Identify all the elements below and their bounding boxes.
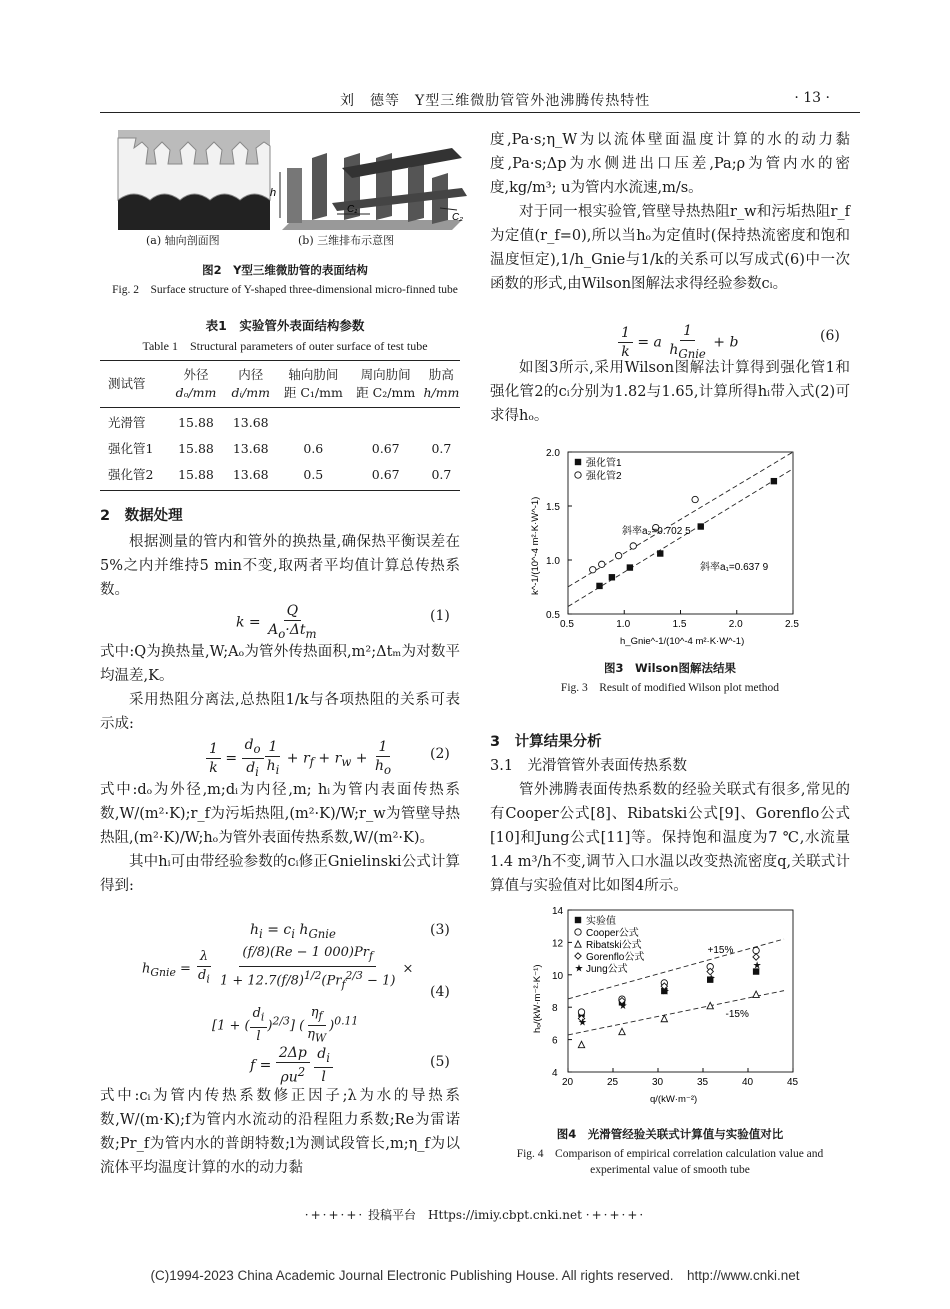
para-eq-symbols: 式中:cᵢ为管内传热系数修正因子;λ为水的导热系数,W/(m·K);f为管内水流动的沿程阻力系数;Re为雷诺数;Pr_f为管内水的普朗特数;l为测试段管长,m;η_f为以流体平均温度计算的水的动力黏 [100,1088,460,1176]
fig4-caption-en-2: experimental value of smooth tube [590,1164,750,1176]
figure-2 [112,128,472,268]
legend-label: 强化管1 [586,458,622,469]
copyright-notice: (C)1994-2023 China Academic Journal Electronic Publishing House. All rights reserved. http://www.cnki.net [150,1268,800,1283]
fig2-label-c2: C₂ [452,212,464,223]
x-tick-label: 1.0 [616,619,631,630]
th-circ-pitch: 周向肋间 距 C₂/mm [356,367,416,400]
x-tick-label: 45 [787,1077,799,1088]
eq2-number: (2) [430,746,450,762]
table-cell: 0.7 [431,467,452,482]
table-cell: 0.67 [371,441,400,456]
y-tick-label: 8 [552,1003,558,1015]
x-tick-label: 0.5 [560,619,574,630]
table-1 [100,360,460,491]
x-tick-label: 20 [562,1077,574,1088]
y-tick-label: 6 [552,1035,558,1047]
y-tick-label: 12 [552,938,564,950]
fig2-sub-b: (b) 三维排布示意图 [298,234,395,247]
right-column-text-2 [490,356,850,428]
table-cell: 13.68 [232,467,269,482]
data-point [578,1041,584,1047]
fig2-sub-a: (a) 轴向剖面图 [146,234,220,247]
y-tick-label: 1.0 [546,556,560,567]
figure-3-chart [510,432,810,652]
y-axis-label: hₒ/(kW·m⁻²·K⁻¹) [532,964,543,1033]
table-cell [349,410,423,436]
para-eq1-symbols: 式中:Q为换热量,W;Aₒ为管外传热面积,m²;Δtₘ为对数平均温差,K。 [100,644,460,684]
legend-marker [575,459,581,465]
table-cell: 光滑管 [108,415,146,430]
table-cell: 0.5 [303,467,324,482]
equation-2: $\frac{1}{k}$ = $\frac{d_o}{d_i}$ $\frac{1}{h_i}$ + $r_f + r_w$ + $\frac{1}{h_o}$ [206,736,394,781]
data-point: ★ [752,960,762,972]
fig4-caption-cn: 图4 光滑管经验关联式计算值与实验值对比 [556,1127,784,1141]
para-eq-symbols-cont: 度,Pa·s;η_W为以流体壁面温度计算的水的动力黏度,Pa·s;Δp为水侧进出口压差,Pa;ρ为管内水的密度,kg/m³; u为管内水流速,m/s。 [490,132,850,196]
section-3-heading: 3 计算结果分析 [490,734,602,750]
section-3-1-heading: 3.1 光滑管管外表面传热系数 [490,758,688,774]
legend-marker: ★ [574,963,584,975]
para-resistance: 采用热阻分离法,总热阻1/k与各项热阻的关系可表示成: [100,692,460,732]
table1-header [100,361,460,407]
data-point [771,478,777,484]
legend-label: Cooper公式 [586,928,639,939]
th-outer-diameter: 外径 dₒ/mm [175,367,217,400]
table-cell [278,410,348,436]
x-tick-label: 1.5 [672,619,687,630]
legend-marker [575,953,581,959]
fig2-label-c1: C₁ [347,204,358,215]
eq6-number: (6) [820,328,840,344]
data-point [627,564,633,570]
table-cell: 0.7 [431,441,452,456]
equation-3: $h_i = c_i$ $h_{Gnie}$ [250,922,336,941]
footer-ornament-right: ·+·+·+· [585,1208,646,1222]
data-point [657,550,663,556]
th-inner-diameter: 内径 dᵢ/mm [231,367,270,400]
x-tick-label: 2.5 [785,619,799,630]
header-title: 刘 德等 Y型三维微肋管管外池沸腾传热特性 [340,93,651,109]
th-fin-height: 肋高 h/mm [423,367,460,400]
y-tick-label: 4 [552,1068,558,1079]
equation-1: k = $\frac{Q}{A_o\cdot\Delta t_m}$ [236,603,317,641]
data-point: ★ [618,1001,628,1013]
fig2-label-h: h [270,187,277,199]
band-label: +15% [707,944,734,956]
x-axis-label: q/(kW·m⁻²) [650,1094,698,1105]
slope-annotation-1: 斜率a₁=0.637 9 [700,562,769,573]
equation-5: f = $\frac{2\Delta p}{\rho u^2}$ $\frac{d_i}{l}$ [250,1044,333,1087]
data-point [596,583,602,589]
eq1-number: (1) [430,608,450,624]
figure-4-chart [510,900,810,1120]
data-point [661,1015,667,1021]
y-tick-label: 0.5 [546,610,560,621]
slope-annotation-2: 斜率a₂=0.702 5 [622,526,691,537]
right-column-text-3 [490,730,850,898]
y-tick-label: 1.5 [546,502,560,513]
data-point [692,496,698,502]
eq5-number: (5) [430,1054,450,1070]
table1-caption-cn: 表1 实验管外表面结构参数 [205,318,365,333]
running-header [100,88,860,113]
legend-marker [575,941,581,947]
legend-label: Ribatski公式 [586,940,642,951]
table-cell: 15.88 [178,467,214,482]
para-wilson: 对于同一根实验管,管壁导热热阻r_w和污垢热阻r_f为定值(r_f=0),所以当hₒ为定值时(保持热流密度和饱和温度恒定),1/h_Gnie与1/k的关系可以写成式(6)中一次函数的形式,由Wilson图解法求得经验参数cᵢ。 [490,204,850,292]
data-point [578,1009,584,1015]
th-test-tube: 测试管 [108,376,146,391]
fig2-caption-en: Fig. 2 Surface structure of Y-shaped three-dimensional micro-finned tube [112,284,458,296]
data-point [753,954,759,960]
data-point [590,567,596,573]
y-axis-label: k^-1/(10^-4 m²·K·W^-1) [530,496,541,595]
legend-label: 实验值 [586,916,616,927]
table1-body [100,408,460,490]
y-tick-label: 14 [552,906,564,917]
x-tick-label: 25 [607,1077,619,1088]
data-point [615,552,621,558]
fig3-caption-cn: 图3 Wilson图解法结果 [603,661,736,675]
page-number: · 13 · [794,90,830,106]
y-tick-label: 10 [552,970,564,982]
eq3-number: (3) [430,922,450,938]
data-point: ★ [660,986,670,998]
legend-marker [575,929,581,935]
para-eq2-symbols: 式中:dₒ为外径,m;dᵢ为内径,m; hᵢ为管内表面传热系数,W/(m²·K);r_f为污垢热阻,(m²·K)/W;r_w为管壁导热热阻,(m²·K)/W;hₒ为管外表面传热系数,W/(m²·K)。 [100,782,460,846]
equation-6: $\frac{1}{k}$ = a $\frac{1}{h_{Gnie}}$ + b [618,322,738,363]
data-point [630,543,636,549]
table-cell: 15.88 [178,415,214,430]
table-row [100,436,460,462]
eq4-number: (4) [430,984,450,1000]
table-cell: 0.6 [303,441,324,456]
data-point [619,1028,625,1034]
para-wilson-result: 如图3所示,采用Wilson图解法计算得到强化管1和强化管2的cᵢ分别为1.82与1.65,计算所得hᵢ带入式(2)可求得hₒ。 [490,360,850,424]
data-point [599,561,605,567]
para-correlations: 管外沸腾表面传热系数的经验关联式有很多,常见的有Cooper公式[8]、Ribatski公式[9]、Gorenflo公式[10]和Jung公式[11]等。保持饱和温度为7 ℃,水流量1.4 m³/h不变,调节入口水温以改变热流密度q,关联式计算值与实验值对比如图4所示。 [490,782,850,894]
table-row [100,410,460,436]
para-total-htc: 根据测量的管内和管外的换热量,确保热平衡误差在5%之内并维持5 min不变,取两者平均值计算总传热系数。 [100,534,460,598]
footer-submission-link[interactable]: 投稿平台 Https://imiy.cbpt.cnki.net [368,1208,582,1222]
th-axial-pitch: 轴向肋间 距 C₁/mm [283,367,343,400]
table-cell: 13.68 [232,441,269,456]
x-tick-label: 35 [697,1077,709,1088]
data-point: ★ [578,1017,587,1029]
section-2-heading: 2 数据处理 [100,508,183,524]
legend-label: 强化管2 [586,471,622,482]
table-cell: 13.68 [232,415,269,430]
left-column-text [100,504,460,602]
table1-caption-en: Table 1 Structural parameters of outer surface of test tube [142,339,428,353]
table-cell [423,410,460,436]
table-row [100,462,460,488]
table-cell: 强化管1 [108,441,154,456]
table-cell: 15.88 [178,441,214,456]
fig2-caption-cn: 图2 Y型三维微肋管的表面结构 [202,263,368,277]
data-point: ★ [706,973,716,985]
fig2b-3d-fins [280,148,467,230]
submission-footer [0,1206,950,1223]
left-column-text-2 [100,640,460,736]
band-line [568,991,784,1035]
legend-marker [575,472,581,478]
para-gnielinski: 其中hᵢ可由带经验参数的cᵢ修正Gnielinski公式计算得到: [100,854,460,894]
fig4-caption-en-1: Fig. 4 Comparison of empirical correlation calculation value and [516,1148,824,1160]
x-tick-label: 40 [742,1077,754,1088]
legend-label: Gorenflo公式 [586,952,645,963]
data-point [753,991,759,997]
band-label: -15% [725,1009,749,1021]
x-tick-label: 30 [652,1077,664,1088]
left-column-text-4 [100,1084,460,1180]
legend-marker [575,917,581,923]
equation-4: $h_{Gnie}$ = $\frac{\lambda}{d_i}$ $\frac{(f/8)(Re - 1 000)Pr_f}{1 + 12.7(f/8)^{1/2}(Pr_f^{2/3} - 1)}$ × [1 + ( $\frac{d_i}{l}$ )$^{2/3}$] ( $\frac{\eta_f}{\eta_W}$ )$^{0.11}$ [142,945,414,1045]
right-column-text [490,128,850,296]
data-point [698,523,704,529]
table-cell: 强化管2 [108,467,154,482]
table-cell: 0.67 [371,467,400,482]
fig3-caption-en: Fig. 3 Result of modified Wilson plot method [560,682,780,694]
left-column-text-3 [100,778,460,898]
footer-ornament-left: ·+·+·+· [304,1208,365,1222]
y-tick-label: 2.0 [546,448,560,459]
legend-label: Jung公式 [586,964,628,975]
x-axis-label: h_Gnie^-1/(10^-4 m²·K·W^-1) [620,636,745,647]
x-tick-label: 2.0 [728,619,743,630]
data-point [753,947,759,953]
data-point [609,574,615,580]
